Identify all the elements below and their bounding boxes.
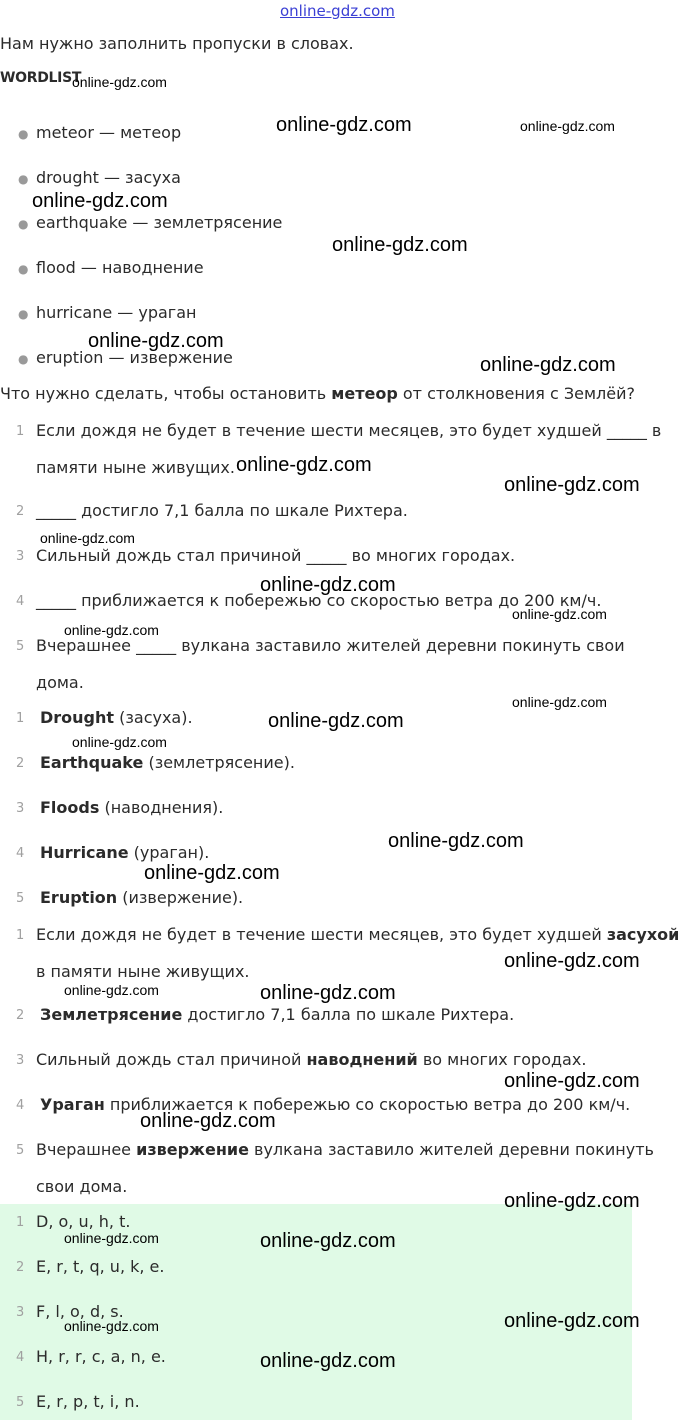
answer-item: Floods (наводнения). bbox=[40, 798, 224, 817]
bullet-icon: ● bbox=[18, 262, 29, 276]
item-number: 1 bbox=[16, 928, 25, 943]
task-sentence: Если дождя не будет в течение шести месяцев, это будет худшей _____ в bbox=[36, 421, 662, 440]
item-number: 5 bbox=[16, 1395, 25, 1410]
watermark: online-gdz.com bbox=[504, 950, 640, 972]
bullet-icon: ● bbox=[18, 217, 29, 231]
watermark: online-gdz.com bbox=[88, 330, 224, 352]
item-number: 3 bbox=[16, 801, 25, 816]
site-link[interactable]: online-gdz.com bbox=[280, 2, 395, 20]
item-number: 1 bbox=[16, 424, 25, 439]
watermark: online-gdz.com bbox=[260, 982, 396, 1004]
letters-item: E, r, p, t, i, n. bbox=[36, 1392, 140, 1411]
watermark: online-gdz.com bbox=[72, 74, 167, 90]
filled-sentence: Землетрясение достигло 7,1 балла по шкале Рихтера. bbox=[40, 1005, 515, 1024]
watermark: online-gdz.com bbox=[504, 474, 640, 496]
bullet-icon: ● bbox=[18, 352, 29, 366]
watermark: online-gdz.com bbox=[512, 694, 607, 710]
filled-sentence: Вчерашнее извержение вулкана заставило жителей деревни покинуть bbox=[36, 1140, 654, 1159]
wordlist-item: drought — засуха bbox=[36, 168, 181, 187]
watermark: online-gdz.com bbox=[512, 606, 607, 622]
task-sentence: _____ достигло 7,1 балла по шкале Рихтера. bbox=[36, 501, 408, 520]
letters-item: F, l, o, d, s. bbox=[36, 1302, 124, 1321]
bullet-icon: ● bbox=[18, 127, 29, 141]
item-number: 2 bbox=[16, 504, 25, 519]
task-sentence-cont: памяти ныне живущих. bbox=[36, 458, 235, 477]
watermark: online-gdz.com bbox=[260, 574, 396, 596]
letters-item: D, o, u, h, t. bbox=[36, 1212, 131, 1231]
bullet-icon: ● bbox=[18, 172, 29, 186]
watermark: online-gdz.com bbox=[40, 530, 135, 546]
item-number: 2 bbox=[16, 756, 25, 771]
watermark: online-gdz.com bbox=[520, 118, 615, 134]
item-number: 3 bbox=[16, 549, 25, 564]
wordlist-item: flood — наводнение bbox=[36, 258, 204, 277]
watermark: online-gdz.com bbox=[480, 354, 616, 376]
wordlist-item: eruption — извержение bbox=[36, 348, 233, 367]
question-text: Что нужно сделать, чтобы остановить метеор от столкновения с Землёй? bbox=[0, 384, 635, 403]
watermark: online-gdz.com bbox=[332, 234, 468, 256]
watermark: online-gdz.com bbox=[140, 1110, 276, 1132]
answer-item: Drought (засуха). bbox=[40, 708, 193, 727]
item-number: 4 bbox=[16, 1350, 25, 1365]
wordlist-item: earthquake — землетрясение bbox=[36, 213, 283, 232]
answer-item: Eruption (извержение). bbox=[40, 888, 244, 907]
watermark: online-gdz.com bbox=[64, 622, 159, 638]
task-sentence-cont: дома. bbox=[36, 673, 84, 692]
item-number: 5 bbox=[16, 1143, 25, 1158]
item-number: 1 bbox=[16, 1215, 25, 1230]
task-sentence: _____ приближается к побережью со скоростью ветра до 200 км/ч. bbox=[36, 591, 602, 610]
item-number: 3 bbox=[16, 1305, 25, 1320]
wordlist-item: hurricane — ураган bbox=[36, 303, 197, 322]
task-sentence: Сильный дождь стал причиной _____ во многих городах. bbox=[36, 546, 516, 565]
watermark: online-gdz.com bbox=[144, 862, 280, 884]
item-number: 4 bbox=[16, 1098, 25, 1113]
watermark: online-gdz.com bbox=[504, 1190, 640, 1212]
watermark: online-gdz.com bbox=[504, 1070, 640, 1092]
bullet-icon: ● bbox=[18, 307, 29, 321]
item-number: 1 bbox=[16, 711, 25, 726]
watermark: online-gdz.com bbox=[32, 190, 168, 212]
item-number: 2 bbox=[16, 1008, 25, 1023]
watermark: online-gdz.com bbox=[236, 454, 372, 476]
watermark: online-gdz.com bbox=[64, 1230, 159, 1246]
letters-item: E, r, t, q, u, k, e. bbox=[36, 1257, 165, 1276]
item-number: 2 bbox=[16, 1260, 25, 1275]
watermark: online-gdz.com bbox=[72, 734, 167, 750]
wordlist-title: WORDLIST bbox=[0, 70, 82, 86]
filled-sentence: Сильный дождь стал причиной наводнений во многих городах. bbox=[36, 1050, 587, 1069]
watermark: online-gdz.com bbox=[504, 1310, 640, 1332]
letters-item: H, r, r, c, a, n, e. bbox=[36, 1347, 166, 1366]
watermark: online-gdz.com bbox=[260, 1350, 396, 1372]
item-number: 5 bbox=[16, 891, 25, 906]
filled-sentence: Если дождя не будет в течение шести месяцев, это будет худшей засухой bbox=[36, 925, 680, 944]
task-sentence: Вчерашнее _____ вулкана заставило жителей деревни покинуть свои bbox=[36, 636, 625, 655]
watermark: online-gdz.com bbox=[268, 710, 404, 732]
watermark: online-gdz.com bbox=[64, 1318, 159, 1334]
watermark: online-gdz.com bbox=[64, 982, 159, 998]
filled-sentence: Ураган приближается к побережью со скоростью ветра до 200 км/ч. bbox=[40, 1095, 631, 1114]
item-number: 4 bbox=[16, 846, 25, 861]
answer-item: Hurricane (ураган). bbox=[40, 843, 210, 862]
answer-item: Earthquake (землетрясение). bbox=[40, 753, 295, 772]
item-number: 5 bbox=[16, 639, 25, 654]
watermark: online-gdz.com bbox=[276, 114, 412, 136]
watermark: online-gdz.com bbox=[388, 830, 524, 852]
intro-text: Нам нужно заполнить пропуски в словах. bbox=[0, 34, 354, 53]
filled-sentence-cont: свои дома. bbox=[36, 1177, 128, 1196]
wordlist-item: meteor — метеор bbox=[36, 123, 182, 142]
item-number: 4 bbox=[16, 594, 25, 609]
filled-sentence-cont: в памяти ныне живущих. bbox=[36, 962, 250, 981]
item-number: 3 bbox=[16, 1053, 25, 1068]
watermark: online-gdz.com bbox=[260, 1230, 396, 1252]
